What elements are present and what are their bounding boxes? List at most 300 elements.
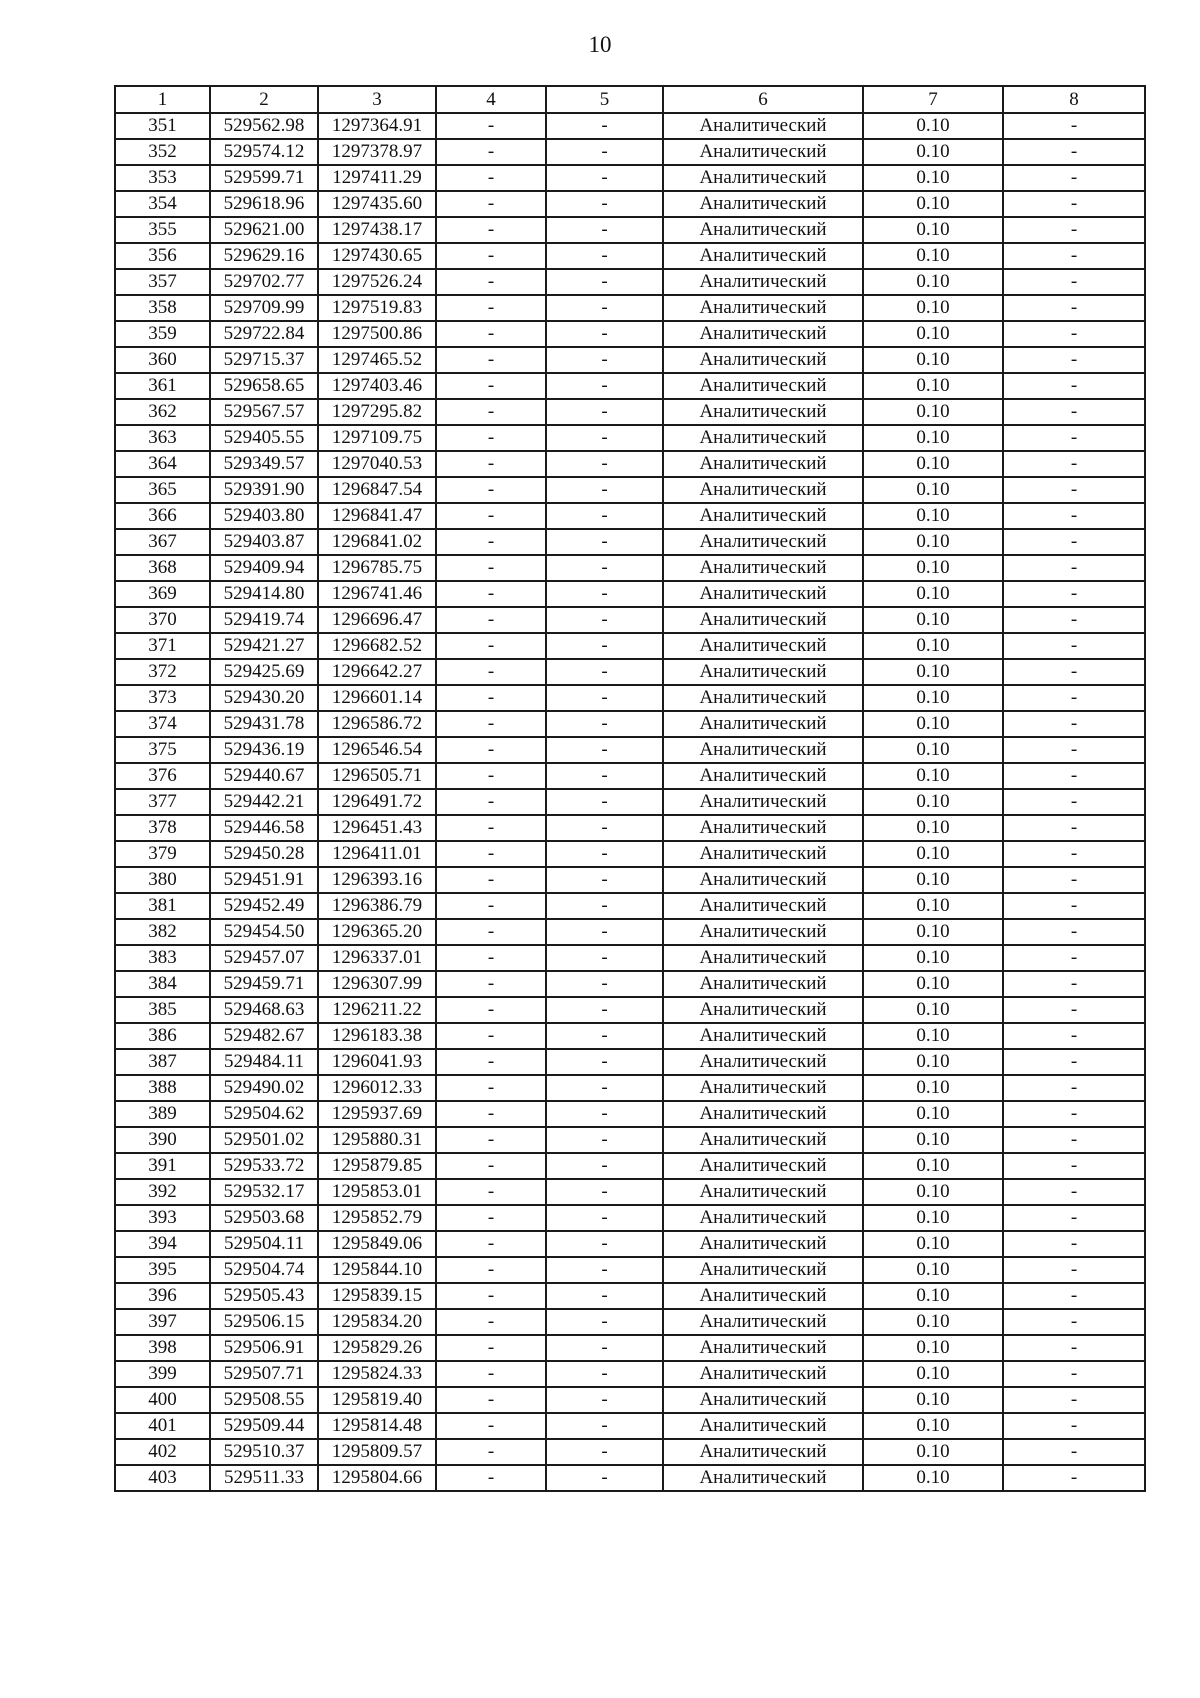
point-number-cell: 357 <box>115 269 210 295</box>
point-number-cell: 402 <box>115 1439 210 1465</box>
point-number-cell: 374 <box>115 711 210 737</box>
column-8-cell: - <box>1003 1465 1145 1491</box>
method-cell: Аналитический <box>663 945 863 971</box>
accuracy-cell: 0.10 <box>863 269 1003 295</box>
table-row <box>115 1179 1145 1205</box>
column-8-cell: - <box>1003 1075 1145 1101</box>
column-4-cell: - <box>436 737 546 763</box>
column-8-cell: - <box>1003 1283 1145 1309</box>
table-row <box>115 841 1145 867</box>
column-5-cell: - <box>546 165 663 191</box>
column-4-cell: - <box>436 581 546 607</box>
column-5-cell: - <box>546 399 663 425</box>
column-4-cell: - <box>436 321 546 347</box>
column-5-cell: - <box>546 945 663 971</box>
accuracy-cell: 0.10 <box>863 399 1003 425</box>
column-5-cell: - <box>546 1257 663 1283</box>
column-4-cell: - <box>436 269 546 295</box>
table-row <box>115 1387 1145 1413</box>
method-cell: Аналитический <box>663 477 863 503</box>
column-5-cell: - <box>546 113 663 139</box>
y-coordinate-cell: 1297378.97 <box>318 139 436 165</box>
x-coordinate-cell: 529702.77 <box>210 269 318 295</box>
x-coordinate-cell: 529507.71 <box>210 1361 318 1387</box>
column-8-cell: - <box>1003 1179 1145 1205</box>
y-coordinate-cell: 1296307.99 <box>318 971 436 997</box>
table-row <box>115 217 1145 243</box>
x-coordinate-cell: 529501.02 <box>210 1127 318 1153</box>
y-coordinate-cell: 1296741.46 <box>318 581 436 607</box>
point-number-cell: 362 <box>115 399 210 425</box>
column-header: 8 <box>1003 86 1145 113</box>
table-row <box>115 477 1145 503</box>
column-5-cell: - <box>546 1361 663 1387</box>
column-4-cell: - <box>436 191 546 217</box>
y-coordinate-cell: 1297465.52 <box>318 347 436 373</box>
column-4-cell: - <box>436 1465 546 1491</box>
column-5-cell: - <box>546 295 663 321</box>
column-8-cell: - <box>1003 1439 1145 1465</box>
column-8-cell: - <box>1003 191 1145 217</box>
point-number-cell: 363 <box>115 425 210 451</box>
point-number-cell: 396 <box>115 1283 210 1309</box>
column-8-cell: - <box>1003 659 1145 685</box>
table-row <box>115 919 1145 945</box>
method-cell: Аналитический <box>663 269 863 295</box>
x-coordinate-cell: 529436.19 <box>210 737 318 763</box>
x-coordinate-cell: 529409.94 <box>210 555 318 581</box>
accuracy-cell: 0.10 <box>863 1075 1003 1101</box>
y-coordinate-cell: 1295880.31 <box>318 1127 436 1153</box>
y-coordinate-cell: 1296847.54 <box>318 477 436 503</box>
column-5-cell: - <box>546 893 663 919</box>
table-row <box>115 815 1145 841</box>
column-5-cell: - <box>546 477 663 503</box>
table-row <box>115 633 1145 659</box>
x-coordinate-cell: 529457.07 <box>210 945 318 971</box>
column-4-cell: - <box>436 919 546 945</box>
y-coordinate-cell: 1295824.33 <box>318 1361 436 1387</box>
y-coordinate-cell: 1297040.53 <box>318 451 436 477</box>
x-coordinate-cell: 529506.15 <box>210 1309 318 1335</box>
x-coordinate-cell: 529482.67 <box>210 1023 318 1049</box>
column-5-cell: - <box>546 581 663 607</box>
x-coordinate-cell: 529459.71 <box>210 971 318 997</box>
y-coordinate-cell: 1296211.22 <box>318 997 436 1023</box>
method-cell: Аналитический <box>663 373 863 399</box>
column-5-cell: - <box>546 503 663 529</box>
point-number-cell: 403 <box>115 1465 210 1491</box>
column-4-cell: - <box>436 1361 546 1387</box>
column-header: 2 <box>210 86 318 113</box>
column-8-cell: - <box>1003 763 1145 789</box>
column-4-cell: - <box>436 217 546 243</box>
point-number-cell: 367 <box>115 529 210 555</box>
column-8-cell: - <box>1003 1231 1145 1257</box>
column-5-cell: - <box>546 633 663 659</box>
y-coordinate-cell: 1296682.52 <box>318 633 436 659</box>
y-coordinate-cell: 1295879.85 <box>318 1153 436 1179</box>
method-cell: Аналитический <box>663 555 863 581</box>
column-8-cell: - <box>1003 555 1145 581</box>
point-number-cell: 376 <box>115 763 210 789</box>
column-5-cell: - <box>546 1049 663 1075</box>
column-5-cell: - <box>546 763 663 789</box>
method-cell: Аналитический <box>663 399 863 425</box>
table-row <box>115 971 1145 997</box>
point-number-cell: 388 <box>115 1075 210 1101</box>
point-number-cell: 400 <box>115 1387 210 1413</box>
table-row <box>115 295 1145 321</box>
point-number-cell: 379 <box>115 841 210 867</box>
accuracy-cell: 0.10 <box>863 711 1003 737</box>
column-5-cell: - <box>546 737 663 763</box>
y-coordinate-cell: 1296183.38 <box>318 1023 436 1049</box>
method-cell: Аналитический <box>663 1127 863 1153</box>
x-coordinate-cell: 529452.49 <box>210 893 318 919</box>
column-4-cell: - <box>436 295 546 321</box>
table-row <box>115 867 1145 893</box>
x-coordinate-cell: 529490.02 <box>210 1075 318 1101</box>
column-5-cell: - <box>546 191 663 217</box>
table-row <box>115 1335 1145 1361</box>
column-5-cell: - <box>546 1101 663 1127</box>
accuracy-cell: 0.10 <box>863 1049 1003 1075</box>
column-4-cell: - <box>436 555 546 581</box>
point-number-cell: 355 <box>115 217 210 243</box>
column-5-cell: - <box>546 997 663 1023</box>
method-cell: Аналитический <box>663 243 863 269</box>
accuracy-cell: 0.10 <box>863 555 1003 581</box>
column-4-cell: - <box>436 1127 546 1153</box>
table-row <box>115 529 1145 555</box>
x-coordinate-cell: 529574.12 <box>210 139 318 165</box>
column-5-cell: - <box>546 139 663 165</box>
column-5-cell: - <box>546 1075 663 1101</box>
accuracy-cell: 0.10 <box>863 1387 1003 1413</box>
method-cell: Аналитический <box>663 1309 863 1335</box>
accuracy-cell: 0.10 <box>863 867 1003 893</box>
y-coordinate-cell: 1295804.66 <box>318 1465 436 1491</box>
column-5-cell: - <box>546 451 663 477</box>
table-row <box>115 685 1145 711</box>
table-row <box>115 893 1145 919</box>
x-coordinate-cell: 529440.67 <box>210 763 318 789</box>
y-coordinate-cell: 1296505.71 <box>318 763 436 789</box>
column-5-cell: - <box>546 1413 663 1439</box>
x-coordinate-cell: 529503.68 <box>210 1205 318 1231</box>
x-coordinate-cell: 529451.91 <box>210 867 318 893</box>
column-4-cell: - <box>436 1179 546 1205</box>
column-5-cell: - <box>546 1153 663 1179</box>
column-5-cell: - <box>546 1231 663 1257</box>
accuracy-cell: 0.10 <box>863 659 1003 685</box>
table-row <box>115 1439 1145 1465</box>
accuracy-cell: 0.10 <box>863 243 1003 269</box>
column-4-cell: - <box>436 347 546 373</box>
column-4-cell: - <box>436 633 546 659</box>
column-8-cell: - <box>1003 893 1145 919</box>
column-8-cell: - <box>1003 971 1145 997</box>
column-5-cell: - <box>546 1335 663 1361</box>
y-coordinate-cell: 1296841.47 <box>318 503 436 529</box>
column-5-cell: - <box>546 789 663 815</box>
method-cell: Аналитический <box>663 1361 863 1387</box>
column-4-cell: - <box>436 451 546 477</box>
x-coordinate-cell: 529715.37 <box>210 347 318 373</box>
y-coordinate-cell: 1297430.65 <box>318 243 436 269</box>
method-cell: Аналитический <box>663 1439 863 1465</box>
table-row <box>115 165 1145 191</box>
column-4-cell: - <box>436 1153 546 1179</box>
column-4-cell: - <box>436 763 546 789</box>
y-coordinate-cell: 1297500.86 <box>318 321 436 347</box>
column-5-cell: - <box>546 529 663 555</box>
column-4-cell: - <box>436 1257 546 1283</box>
point-number-cell: 384 <box>115 971 210 997</box>
x-coordinate-cell: 529484.11 <box>210 1049 318 1075</box>
y-coordinate-cell: 1295819.40 <box>318 1387 436 1413</box>
x-coordinate-cell: 529629.16 <box>210 243 318 269</box>
table-row <box>115 555 1145 581</box>
table-row <box>115 139 1145 165</box>
method-cell: Аналитический <box>663 113 863 139</box>
table-row <box>115 1205 1145 1231</box>
method-cell: Аналитический <box>663 165 863 191</box>
column-8-cell: - <box>1003 217 1145 243</box>
y-coordinate-cell: 1296386.79 <box>318 893 436 919</box>
y-coordinate-cell: 1296546.54 <box>318 737 436 763</box>
column-4-cell: - <box>436 373 546 399</box>
method-cell: Аналитический <box>663 1231 863 1257</box>
column-8-cell: - <box>1003 1205 1145 1231</box>
column-8-cell: - <box>1003 321 1145 347</box>
method-cell: Аналитический <box>663 1335 863 1361</box>
x-coordinate-cell: 529430.20 <box>210 685 318 711</box>
y-coordinate-cell: 1295829.26 <box>318 1335 436 1361</box>
accuracy-cell: 0.10 <box>863 815 1003 841</box>
x-coordinate-cell: 529567.57 <box>210 399 318 425</box>
accuracy-cell: 0.10 <box>863 607 1003 633</box>
column-5-cell: - <box>546 659 663 685</box>
method-cell: Аналитический <box>663 737 863 763</box>
accuracy-cell: 0.10 <box>863 139 1003 165</box>
y-coordinate-cell: 1295852.79 <box>318 1205 436 1231</box>
y-coordinate-cell: 1297295.82 <box>318 399 436 425</box>
table-row <box>115 191 1145 217</box>
column-8-cell: - <box>1003 1127 1145 1153</box>
method-cell: Аналитический <box>663 581 863 607</box>
column-5-cell: - <box>546 971 663 997</box>
column-5-cell: - <box>546 425 663 451</box>
column-4-cell: - <box>436 1075 546 1101</box>
column-4-cell: - <box>436 1231 546 1257</box>
column-4-cell: - <box>436 1413 546 1439</box>
column-4-cell: - <box>436 1205 546 1231</box>
y-coordinate-cell: 1296785.75 <box>318 555 436 581</box>
point-number-cell: 397 <box>115 1309 210 1335</box>
point-number-cell: 352 <box>115 139 210 165</box>
point-number-cell: 383 <box>115 945 210 971</box>
column-4-cell: - <box>436 1283 546 1309</box>
column-8-cell: - <box>1003 1309 1145 1335</box>
table-row <box>115 269 1145 295</box>
point-number-cell: 386 <box>115 1023 210 1049</box>
point-number-cell: 358 <box>115 295 210 321</box>
y-coordinate-cell: 1296841.02 <box>318 529 436 555</box>
table-row <box>115 399 1145 425</box>
column-5-cell: - <box>546 1179 663 1205</box>
accuracy-cell: 0.10 <box>863 1413 1003 1439</box>
method-cell: Аналитический <box>663 1075 863 1101</box>
x-coordinate-cell: 529508.55 <box>210 1387 318 1413</box>
y-coordinate-cell: 1296451.43 <box>318 815 436 841</box>
column-4-cell: - <box>436 139 546 165</box>
accuracy-cell: 0.10 <box>863 633 1003 659</box>
column-5-cell: - <box>546 685 663 711</box>
accuracy-cell: 0.10 <box>863 425 1003 451</box>
column-4-cell: - <box>436 893 546 919</box>
column-4-cell: - <box>436 243 546 269</box>
table-row <box>115 451 1145 477</box>
method-cell: Аналитический <box>663 451 863 477</box>
accuracy-cell: 0.10 <box>863 1179 1003 1205</box>
accuracy-cell: 0.10 <box>863 1023 1003 1049</box>
accuracy-cell: 0.10 <box>863 1465 1003 1491</box>
column-4-cell: - <box>436 867 546 893</box>
column-5-cell: - <box>546 841 663 867</box>
table-row <box>115 321 1145 347</box>
method-cell: Аналитический <box>663 503 863 529</box>
table-row <box>115 1101 1145 1127</box>
page-number: 10 <box>588 32 612 57</box>
x-coordinate-cell: 529442.21 <box>210 789 318 815</box>
accuracy-cell: 0.10 <box>863 347 1003 373</box>
column-5-cell: - <box>546 347 663 373</box>
column-5-cell: - <box>546 607 663 633</box>
column-4-cell: - <box>436 165 546 191</box>
point-number-cell: 387 <box>115 1049 210 1075</box>
point-number-cell: 395 <box>115 1257 210 1283</box>
y-coordinate-cell: 1297435.60 <box>318 191 436 217</box>
table-row <box>115 737 1145 763</box>
column-5-cell: - <box>546 243 663 269</box>
point-number-cell: 369 <box>115 581 210 607</box>
column-4-cell: - <box>436 841 546 867</box>
accuracy-cell: 0.10 <box>863 971 1003 997</box>
point-number-cell: 354 <box>115 191 210 217</box>
table-row <box>115 1127 1145 1153</box>
x-coordinate-cell: 529468.63 <box>210 997 318 1023</box>
column-4-cell: - <box>436 503 546 529</box>
column-4-cell: - <box>436 1439 546 1465</box>
x-coordinate-cell: 529504.74 <box>210 1257 318 1283</box>
column-8-cell: - <box>1003 113 1145 139</box>
column-5-cell: - <box>546 867 663 893</box>
accuracy-cell: 0.10 <box>863 919 1003 945</box>
column-5-cell: - <box>546 1127 663 1153</box>
y-coordinate-cell: 1295849.06 <box>318 1231 436 1257</box>
column-5-cell: - <box>546 321 663 347</box>
column-5-cell: - <box>546 711 663 737</box>
point-number-cell: 377 <box>115 789 210 815</box>
method-cell: Аналитический <box>663 139 863 165</box>
y-coordinate-cell: 1295809.57 <box>318 1439 436 1465</box>
column-8-cell: - <box>1003 399 1145 425</box>
column-8-cell: - <box>1003 1257 1145 1283</box>
point-number-cell: 368 <box>115 555 210 581</box>
column-8-cell: - <box>1003 945 1145 971</box>
method-cell: Аналитический <box>663 1205 863 1231</box>
point-number-cell: 381 <box>115 893 210 919</box>
table-row <box>115 1283 1145 1309</box>
table-row <box>115 789 1145 815</box>
method-cell: Аналитический <box>663 191 863 217</box>
y-coordinate-cell: 1297403.46 <box>318 373 436 399</box>
x-coordinate-cell: 529621.00 <box>210 217 318 243</box>
column-8-cell: - <box>1003 1413 1145 1439</box>
method-cell: Аналитический <box>663 1257 863 1283</box>
method-cell: Аналитический <box>663 841 863 867</box>
y-coordinate-cell: 1296586.72 <box>318 711 436 737</box>
column-4-cell: - <box>436 1387 546 1413</box>
column-8-cell: - <box>1003 269 1145 295</box>
method-cell: Аналитический <box>663 685 863 711</box>
column-header: 3 <box>318 86 436 113</box>
accuracy-cell: 0.10 <box>863 685 1003 711</box>
accuracy-cell: 0.10 <box>863 1309 1003 1335</box>
column-8-cell: - <box>1003 295 1145 321</box>
accuracy-cell: 0.10 <box>863 1127 1003 1153</box>
y-coordinate-cell: 1297109.75 <box>318 425 436 451</box>
column-8-cell: - <box>1003 477 1145 503</box>
point-number-cell: 353 <box>115 165 210 191</box>
table-row <box>115 1231 1145 1257</box>
column-8-cell: - <box>1003 607 1145 633</box>
table-row <box>115 1049 1145 1075</box>
accuracy-cell: 0.10 <box>863 841 1003 867</box>
point-number-cell: 351 <box>115 113 210 139</box>
point-number-cell: 390 <box>115 1127 210 1153</box>
y-coordinate-cell: 1297411.29 <box>318 165 436 191</box>
table-row <box>115 1257 1145 1283</box>
point-number-cell: 382 <box>115 919 210 945</box>
accuracy-cell: 0.10 <box>863 581 1003 607</box>
column-8-cell: - <box>1003 1387 1145 1413</box>
table-body <box>115 86 1145 1491</box>
point-number-cell: 380 <box>115 867 210 893</box>
point-number-cell: 356 <box>115 243 210 269</box>
column-4-cell: - <box>436 997 546 1023</box>
method-cell: Аналитический <box>663 217 863 243</box>
column-8-cell: - <box>1003 1153 1145 1179</box>
x-coordinate-cell: 529533.72 <box>210 1153 318 1179</box>
column-8-cell: - <box>1003 919 1145 945</box>
point-number-cell: 360 <box>115 347 210 373</box>
column-4-cell: - <box>436 815 546 841</box>
column-header: 1 <box>115 86 210 113</box>
column-8-cell: - <box>1003 685 1145 711</box>
column-8-cell: - <box>1003 1023 1145 1049</box>
column-8-cell: - <box>1003 529 1145 555</box>
x-coordinate-cell: 529450.28 <box>210 841 318 867</box>
column-8-cell: - <box>1003 243 1145 269</box>
point-number-cell: 359 <box>115 321 210 347</box>
table-row <box>115 243 1145 269</box>
x-coordinate-cell: 529532.17 <box>210 1179 318 1205</box>
y-coordinate-cell: 1296365.20 <box>318 919 436 945</box>
point-number-cell: 370 <box>115 607 210 633</box>
